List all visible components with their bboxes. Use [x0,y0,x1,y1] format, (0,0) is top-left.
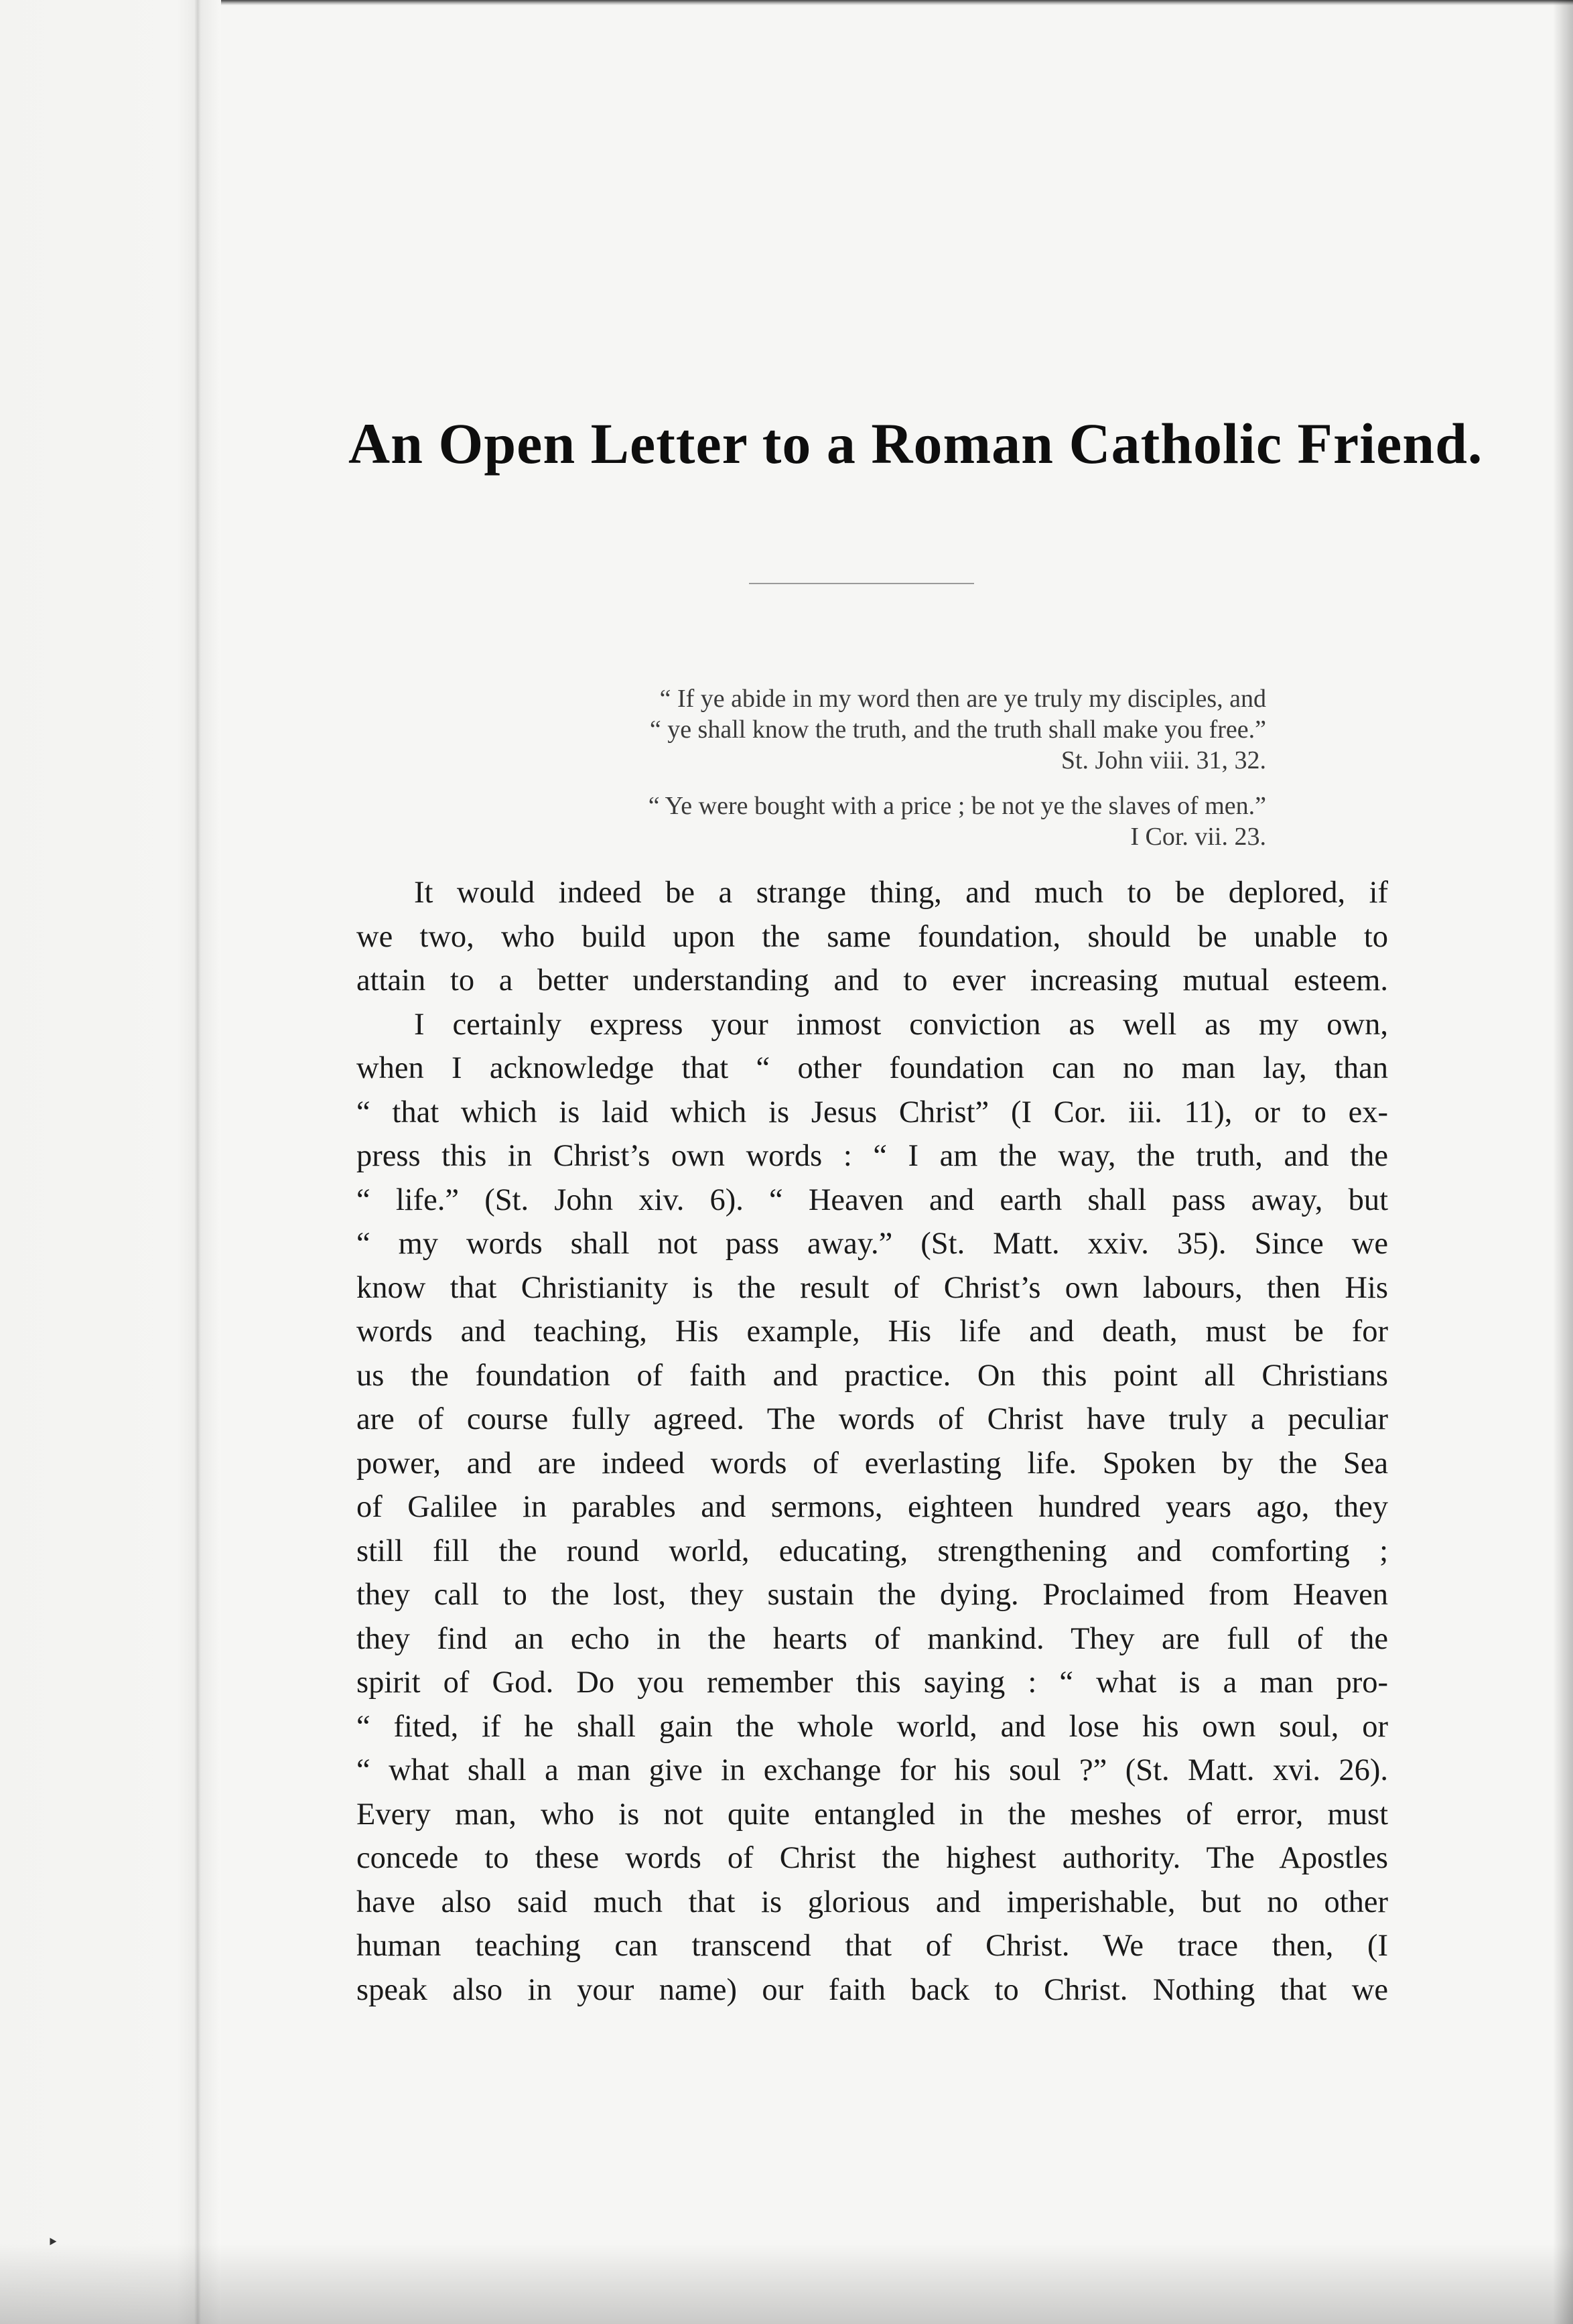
title-divider [749,583,974,584]
epigraph-reference: I Cor. vii. 23. [1130,823,1266,851]
epigraph [375,791,1266,852]
text-line: us the foundation of faith and practice. On this point all Christians [356,1358,1388,1393]
page-title: An Open Letter to a Roman Catholic Friend. [348,411,1483,476]
letter-body [356,871,1388,2012]
facing-page-margin [0,0,221,2324]
text-line: power, and are indeed words of everlasting life. Spoken by the Sea [356,1446,1388,1481]
epigraph-line: “ If ye abide in my word then are ye truly my disciples, and [659,685,1266,713]
text-line: we two, who build upon the same foundation, should be unable to [356,919,1388,954]
page-spine-shadow [194,0,201,2324]
text-line: concede to these words of Christ the highest authority. The Apostles [356,1841,1388,1875]
text-line: “ fited, if he shall gain the whole world, and lose his own soul, or [356,1709,1388,1744]
text-line: I certainly express your inmost conviction as well as my own, [414,1007,1388,1042]
text-line: words and teaching, His example, His life and death, must be for [356,1314,1388,1349]
text-line: human teaching can transcend that of Christ. We trace then, (I [356,1929,1388,1963]
text-line: “ what shall a man give in exchange for his soul ?” (St. Matt. xvi. 26). [356,1753,1388,1787]
page-right-edge [1553,0,1573,2324]
text-line: “ my words shall not pass away.” (St. Matt. xxiv. 35). Since we [356,1227,1388,1261]
text-line: they find an echo in the hearts of mankind. They are full of the [356,1621,1388,1656]
text-line: “ life.” (St. John xiv. 6). “ Heaven and earth shall pass away, but [356,1182,1388,1217]
text-line: know that Christianity is the result of Christ’s own labours, then His [356,1270,1388,1305]
text-line: when I acknowledge that “ other foundation can no man lay, than [356,1051,1388,1085]
paragraph [356,1003,1388,2012]
epigraphs [375,683,1266,852]
text-line: they call to the lost, they sustain the dying. Proclaimed from Heaven [356,1578,1388,1612]
page-bottom-edge [0,2244,1573,2324]
text-line: of Galilee in parables and sermons, eighteen hundred years ago, they [356,1490,1388,1524]
page-top-edge [221,0,1573,5]
text-line: have also said much that is glorious and imperishable, but no other [356,1885,1388,1919]
epigraph-reference: St. John viii. 31, 32. [1061,746,1266,774]
text-line: are of course fully agreed. The words of Christ have truly a peculiar [356,1402,1388,1436]
text-line: It would indeed be a strange thing, and much to be deplored, if [414,876,1388,910]
text-line: Every man, who is not quite entangled in the meshes of error, must [356,1797,1388,1832]
text-line: still fill the round world, educating, strengthening and comforting ; [356,1533,1388,1568]
text-line: spirit of God. Do you remember this saying : “ what is a man pro- [356,1665,1388,1700]
text-line: speak also in your name) our faith back to Christ. Nothing that we [356,1972,1388,2007]
text-line: attain to a better understanding and to ever increasing mutual esteem. [356,963,1388,998]
paragraph [356,871,1388,1003]
text-line: press this in Christ’s own words : “ I am the way, the truth, and the [356,1139,1388,1173]
epigraph-line: “ ye shall know the truth, and the truth shall make you free.” [649,715,1266,744]
margin-ink-mark [47,2231,67,2238]
text-line: “ that which is laid which is Jesus Christ” (I Cor. iii. 11), or to ex- [356,1095,1388,1130]
epigraph-line: “ Ye were bought with a price ; be not ye the slaves of men.” [648,792,1266,820]
epigraph [375,683,1266,776]
